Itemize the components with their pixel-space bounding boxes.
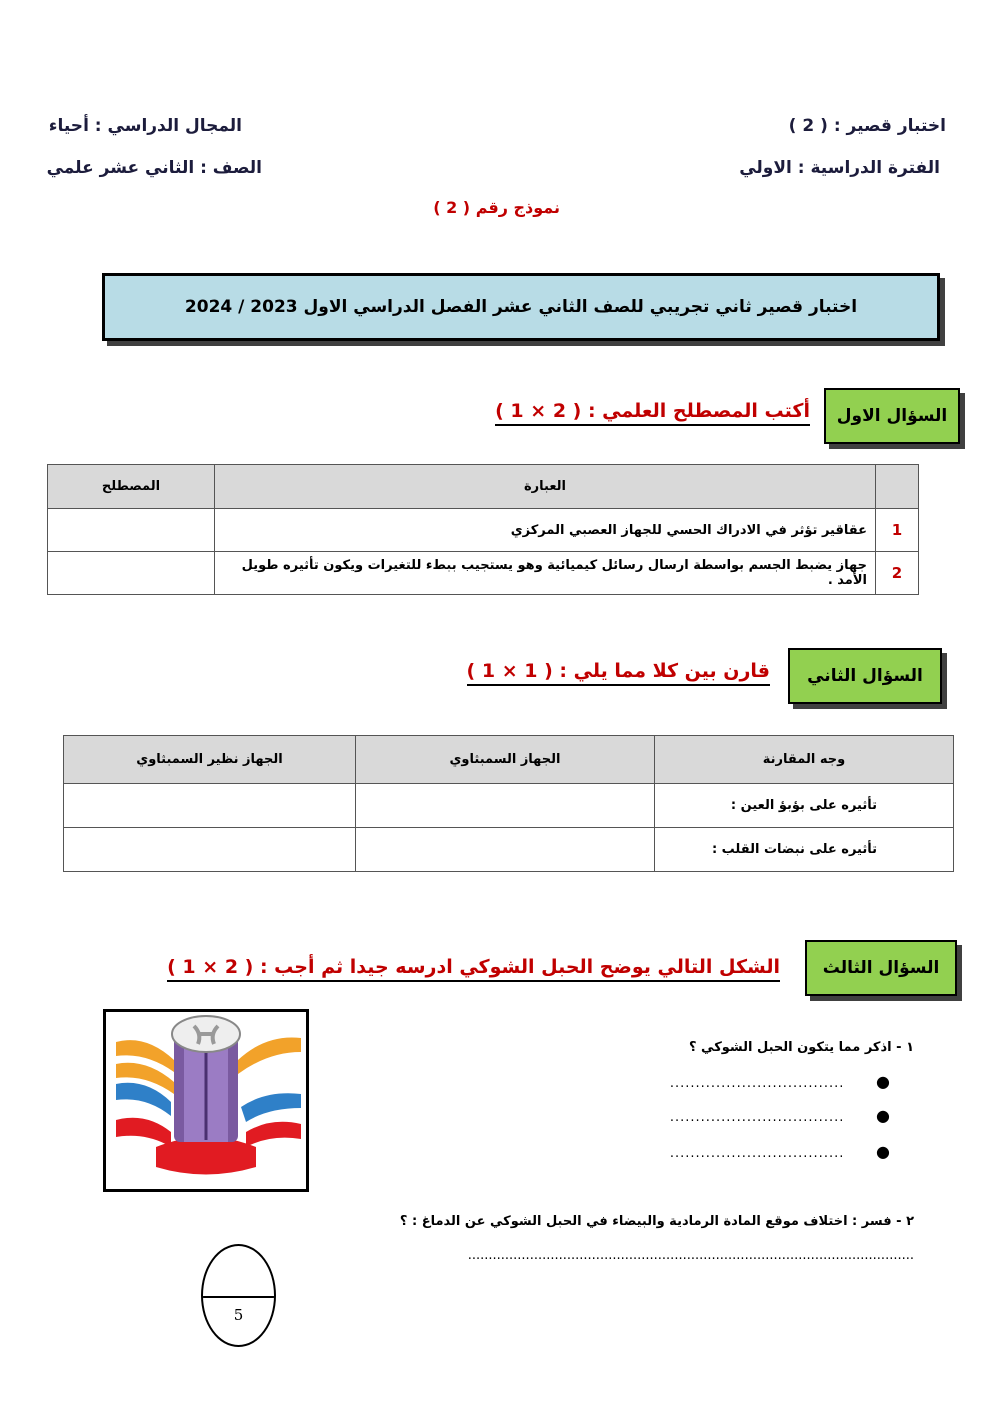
row-number: 2 xyxy=(876,552,919,595)
statement-header: العبارة xyxy=(215,465,876,509)
question-3-title: الشكل التالي يوضح الحبل الشوكي ادرسه جيدا ثم أجب : ( 2 × 1 ) xyxy=(167,956,780,982)
table-header-row xyxy=(48,465,919,509)
study-period: الفترة الدراسية : الاولي xyxy=(739,158,940,178)
question-2-label-text: السؤال الثاني xyxy=(807,666,923,686)
answer-cell[interactable] xyxy=(356,784,655,828)
question-2-label xyxy=(788,648,942,704)
exam-title-banner xyxy=(102,273,940,341)
answer-line-2 xyxy=(670,1106,890,1125)
grade: الصف : الثاني عشر علمي xyxy=(46,158,262,178)
question-3-label xyxy=(805,940,957,996)
model-number: نموذج رقم ( 2 ) xyxy=(433,198,560,217)
answer-dots[interactable]: .................................. xyxy=(669,1110,845,1125)
long-answer-line[interactable]: ............................................................................................................ xyxy=(467,1248,914,1263)
answer-cell[interactable] xyxy=(64,784,356,828)
statement-cell: عقاقير تؤثر في الادراك الحسي للجهاز العصبي المركزي xyxy=(215,509,876,552)
terms-table xyxy=(47,464,919,595)
question-3-label-text: السؤال الثالث xyxy=(822,958,940,978)
bullet-icon: ● xyxy=(876,1106,890,1125)
answer-cell[interactable] xyxy=(48,509,215,552)
row-number: 1 xyxy=(876,509,919,552)
question-1-label xyxy=(824,388,960,444)
exam-title: اختبار قصير ثاني تجريبي للصف الثاني عشر الفصل الدراسي الاول 2023 / 2024 xyxy=(184,297,858,317)
quiz-number: اختبار قصير : ( 2 ) xyxy=(788,116,946,136)
aspect-header: وجه المقارنة xyxy=(655,736,954,784)
score-divider xyxy=(203,1296,274,1298)
answer-cell[interactable] xyxy=(48,552,215,595)
sympathetic-header: الجهاز السمبثاوي xyxy=(356,736,655,784)
answer-cell[interactable] xyxy=(356,828,655,872)
term-header: المصطلح xyxy=(48,465,215,509)
table-row xyxy=(48,552,919,595)
number-header xyxy=(876,465,919,509)
subject: المجال الدراسي : أحياء xyxy=(48,116,242,136)
table-header-row xyxy=(64,736,954,784)
table-row xyxy=(48,509,919,552)
answer-cell[interactable] xyxy=(64,828,356,872)
parasympathetic-header: الجهاز نظير السمبثاوي xyxy=(64,736,356,784)
bullet-icon: ● xyxy=(876,1142,890,1161)
statement-cell: جهاز يضبط الجسم بواسطة ارسال رسائل كيميائية وهو يستجيب ببطء للتغيرات ويكون تأثيره طويل الأمد . xyxy=(215,552,876,595)
question-1-label-text: السؤال الاول xyxy=(836,406,948,426)
question-3-item-1: ١ - اذكر مما يتكون الحبل الشوكي ؟ xyxy=(688,1040,914,1055)
spinal-cord-illustration-icon xyxy=(106,1012,306,1189)
question-3-item-2: ٢ - فسر : اختلاف موقع المادة الرمادية والبيضاء في الحبل الشوكي عن الدماغ : ؟ xyxy=(399,1214,914,1229)
score-value: 5 xyxy=(233,1306,244,1324)
question-2-title: قارن بين كلا مما يلي : ( 1 × 1 ) xyxy=(467,660,770,686)
score-oval xyxy=(201,1244,276,1347)
bullet-icon: ● xyxy=(876,1072,890,1091)
answer-line-3 xyxy=(670,1142,890,1161)
comparison-table xyxy=(63,735,954,872)
answer-dots[interactable]: .................................. xyxy=(669,1146,845,1161)
table-row xyxy=(64,784,954,828)
answer-line-1 xyxy=(670,1072,890,1091)
question-1-title: أكتب المصطلح العلمي : ( 2 × 1 ) xyxy=(495,400,810,426)
spinal-cord-figure xyxy=(103,1009,309,1192)
answer-dots[interactable]: .................................. xyxy=(669,1076,845,1091)
table-row xyxy=(64,828,954,872)
aspect-cell: تأثيره على نبضات القلب : xyxy=(655,828,954,872)
aspect-cell: تأثيره على بؤبؤ العين : xyxy=(655,784,954,828)
